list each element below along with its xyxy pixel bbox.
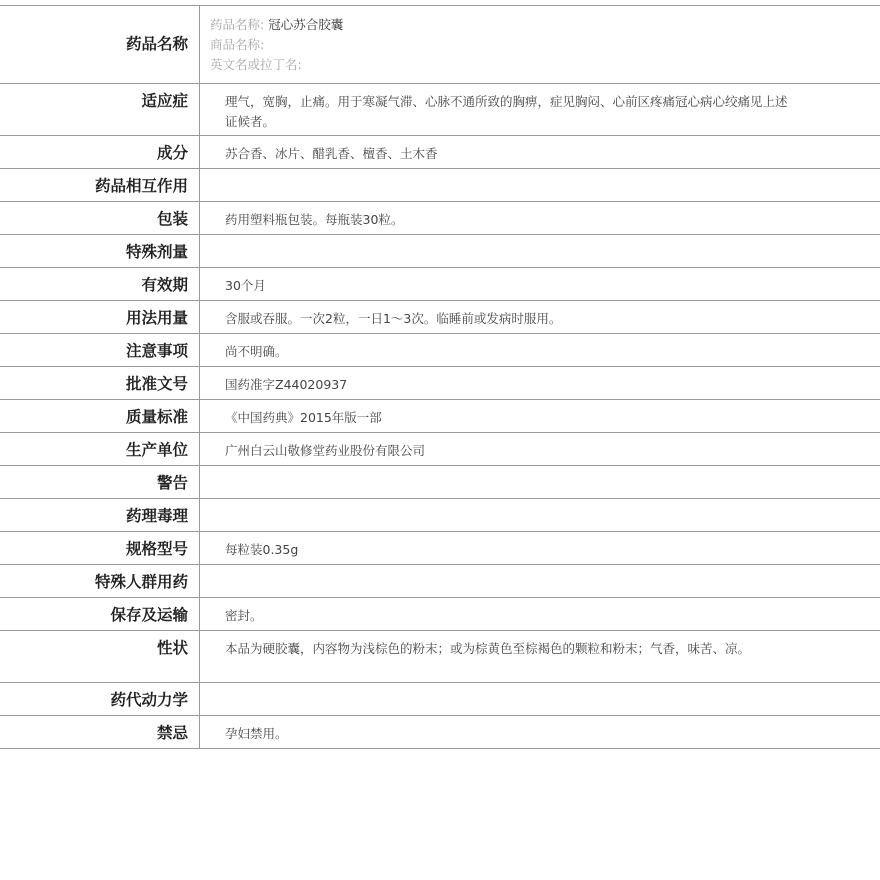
row-value: 30个月 (225, 278, 266, 293)
row-pharmacology-toxicology (0, 499, 880, 532)
drug-names-cell (200, 6, 880, 83)
row-value: 含服或吞服。一次2粒，一日1～3次。临睡前或发病时服用。 (225, 311, 562, 326)
row-description (0, 631, 880, 683)
row-quality-standard (0, 400, 880, 433)
row-pharmacokinetics (0, 683, 880, 716)
row-label: 警告 (0, 466, 200, 498)
row-label: 性状 (0, 631, 200, 682)
row-value (200, 499, 880, 531)
row-value (200, 565, 880, 597)
row-special-dosage (0, 235, 880, 268)
row-label: 注意事项 (0, 334, 200, 366)
generic-name-line (210, 15, 870, 35)
row-label: 规格型号 (0, 532, 200, 564)
row-drug-name (0, 6, 880, 84)
row-label: 生产单位 (0, 433, 200, 465)
row-label: 质量标准 (0, 400, 200, 432)
trade-name-line (210, 35, 870, 55)
row-label: 药品名称 (0, 6, 200, 83)
row-value (200, 235, 880, 267)
row-value: 尚不明确。 (225, 344, 288, 359)
row-value: 每粒装0.35g (225, 542, 299, 557)
row-value: 本品为硬胶囊，内容物为浅棕色的粉末；或为棕黄色至棕褐色的颗粒和粉末；气香，味苦、凉。 (225, 641, 751, 656)
row-label: 批准文号 (0, 367, 200, 399)
row-usage-dosage (0, 301, 880, 334)
row-packaging (0, 202, 880, 235)
row-contraindications (0, 716, 880, 749)
row-value (200, 466, 880, 498)
row-label: 药品相互作用 (0, 169, 200, 201)
english-name-key: 英文名或拉丁名: (210, 57, 302, 72)
row-value (200, 169, 880, 201)
row-label: 适应症 (0, 84, 200, 135)
row-label: 特殊人群用药 (0, 565, 200, 597)
row-label: 用法用量 (0, 301, 200, 333)
row-label: 药代动力学 (0, 683, 200, 715)
row-approval-number (0, 367, 880, 400)
row-ingredients (0, 136, 880, 169)
row-value: 国药准字Z44020937 (225, 377, 348, 392)
row-specification (0, 532, 880, 565)
row-label: 有效期 (0, 268, 200, 300)
row-indications (0, 84, 880, 136)
row-label: 特殊剂量 (0, 235, 200, 267)
row-value: 理气，宽胸，止痛。用于寒凝气滞、心脉不通所致的胸痹，症见胸闷、心前区疼痛冠心病心绞痛见上述证候者。 (225, 94, 788, 129)
generic-name-key: 药品名称: (210, 17, 265, 32)
row-value: 药用塑料瓶包装。每瓶装30粒。 (225, 212, 404, 227)
row-manufacturer (0, 433, 880, 466)
row-value: 《中国药典》2015年版一部 (225, 410, 382, 425)
row-value: 密封。 (225, 608, 263, 623)
row-value: 孕妇禁用。 (225, 726, 288, 741)
row-shelf-life (0, 268, 880, 301)
row-value: 广州白云山敬修堂药业股份有限公司 (225, 443, 426, 458)
trade-name-key: 商品名称: (210, 37, 265, 52)
row-label: 禁忌 (0, 716, 200, 748)
row-warning (0, 466, 880, 499)
row-label: 成分 (0, 136, 200, 168)
row-drug-interactions (0, 169, 880, 202)
row-label: 保存及运输 (0, 598, 200, 630)
row-label: 药理毒理 (0, 499, 200, 531)
row-precautions (0, 334, 880, 367)
row-label: 包装 (0, 202, 200, 234)
row-value: 苏合香、冰片、醋乳香、檀香、土木香 (225, 146, 438, 161)
english-name-line (210, 55, 870, 75)
row-storage-transport (0, 598, 880, 631)
row-special-populations (0, 565, 880, 598)
row-value (200, 683, 880, 715)
generic-name-value: 冠心苏合胶囊 (268, 17, 344, 32)
drug-info-table (0, 5, 880, 749)
